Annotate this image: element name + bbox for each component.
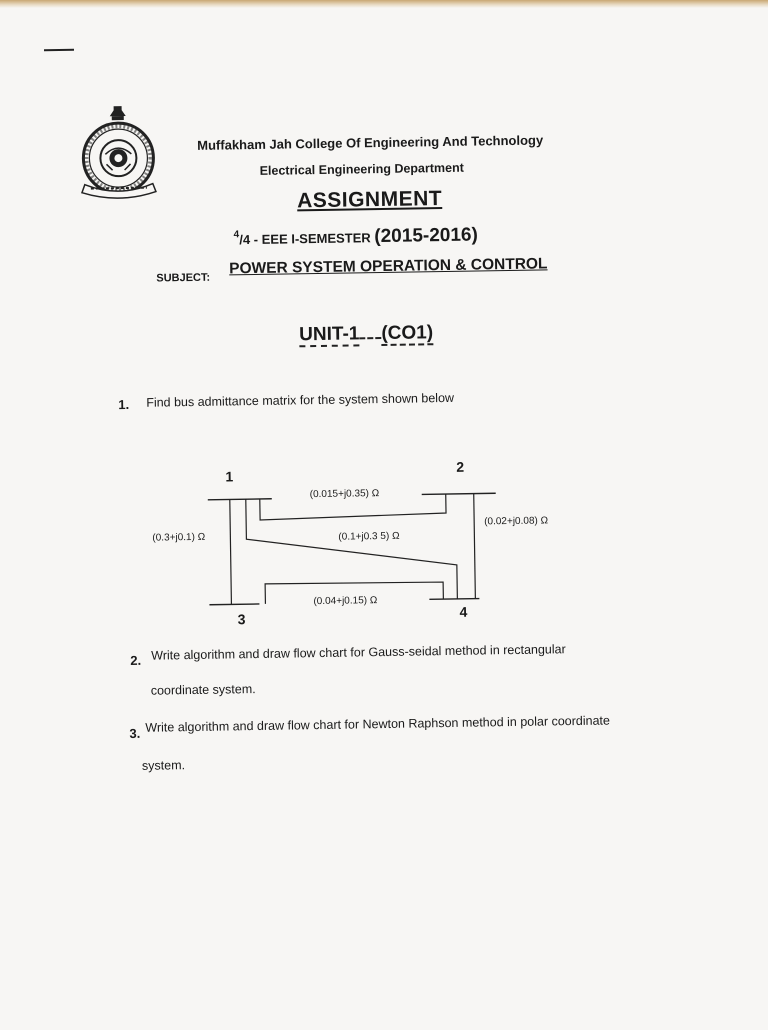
question-text: Write algorithm and draw flow chart for Newton Raphson method in polar coordinate (145, 713, 611, 735)
line-1-4 (246, 496, 458, 602)
bus-2-label: 2 (456, 458, 465, 475)
question-text: Write algorithm and draw flow chart for Gauss-seidal method in rectangular (151, 642, 566, 663)
line-2-4-impedance: (0.02+j0.08) Ω (484, 515, 549, 528)
line-1-3 (230, 499, 232, 604)
page-title: ASSIGNMENT (296, 187, 443, 213)
semester-text: - EEE I-SEMESTER (249, 230, 375, 248)
question-text: Find bus admittance matrix for the system shown below (146, 390, 455, 410)
question-text-continued: coordinate system. (150, 682, 256, 698)
bus-1-bar (208, 499, 272, 500)
unit-dash-gap (359, 337, 381, 339)
bus-4-bar (429, 599, 479, 600)
line-1-3-impedance: (0.3+j0.1) Ω (152, 531, 206, 544)
bus-4-label: 4 (459, 603, 468, 620)
semester-line (234, 224, 479, 250)
power-system-diagram (139, 452, 582, 634)
course-outcome-label: (CO1) (381, 322, 434, 345)
bus-2-bar (422, 493, 496, 494)
subject-label: SUBJECT: (156, 271, 211, 285)
bus-3-bar (209, 604, 259, 605)
line-2-4 (474, 494, 476, 599)
bus-1-label: 1 (225, 468, 234, 485)
college-name: Muffakham Jah College Of Engineering And Technology (197, 132, 544, 153)
subject-title: POWER SYSTEM OPERATION & CONTROL (229, 255, 548, 278)
line-1-2-impedance: (0.015+j0.35) Ω (309, 488, 380, 501)
bus-3-label: 3 (237, 611, 246, 628)
line-3-4-impedance: (0.04+j0.15) Ω (313, 595, 378, 608)
unit-label: UNIT-1 (299, 323, 360, 346)
question-number: 3. (129, 725, 141, 742)
unit-heading (299, 322, 433, 346)
question-number: 2. (130, 652, 142, 669)
line-1-4-impedance: (0.1+j0.3 5) Ω (338, 530, 400, 543)
question-number: 1. (118, 396, 130, 413)
semester-numerator: 4 (233, 229, 240, 241)
department-name: Electrical Engineering Department (259, 160, 464, 178)
semester-denominator: /4 (239, 232, 251, 248)
academic-year: (2015-2016) (374, 224, 479, 248)
college-seal-icon (76, 101, 162, 200)
question-text-continued: system. (141, 758, 186, 773)
